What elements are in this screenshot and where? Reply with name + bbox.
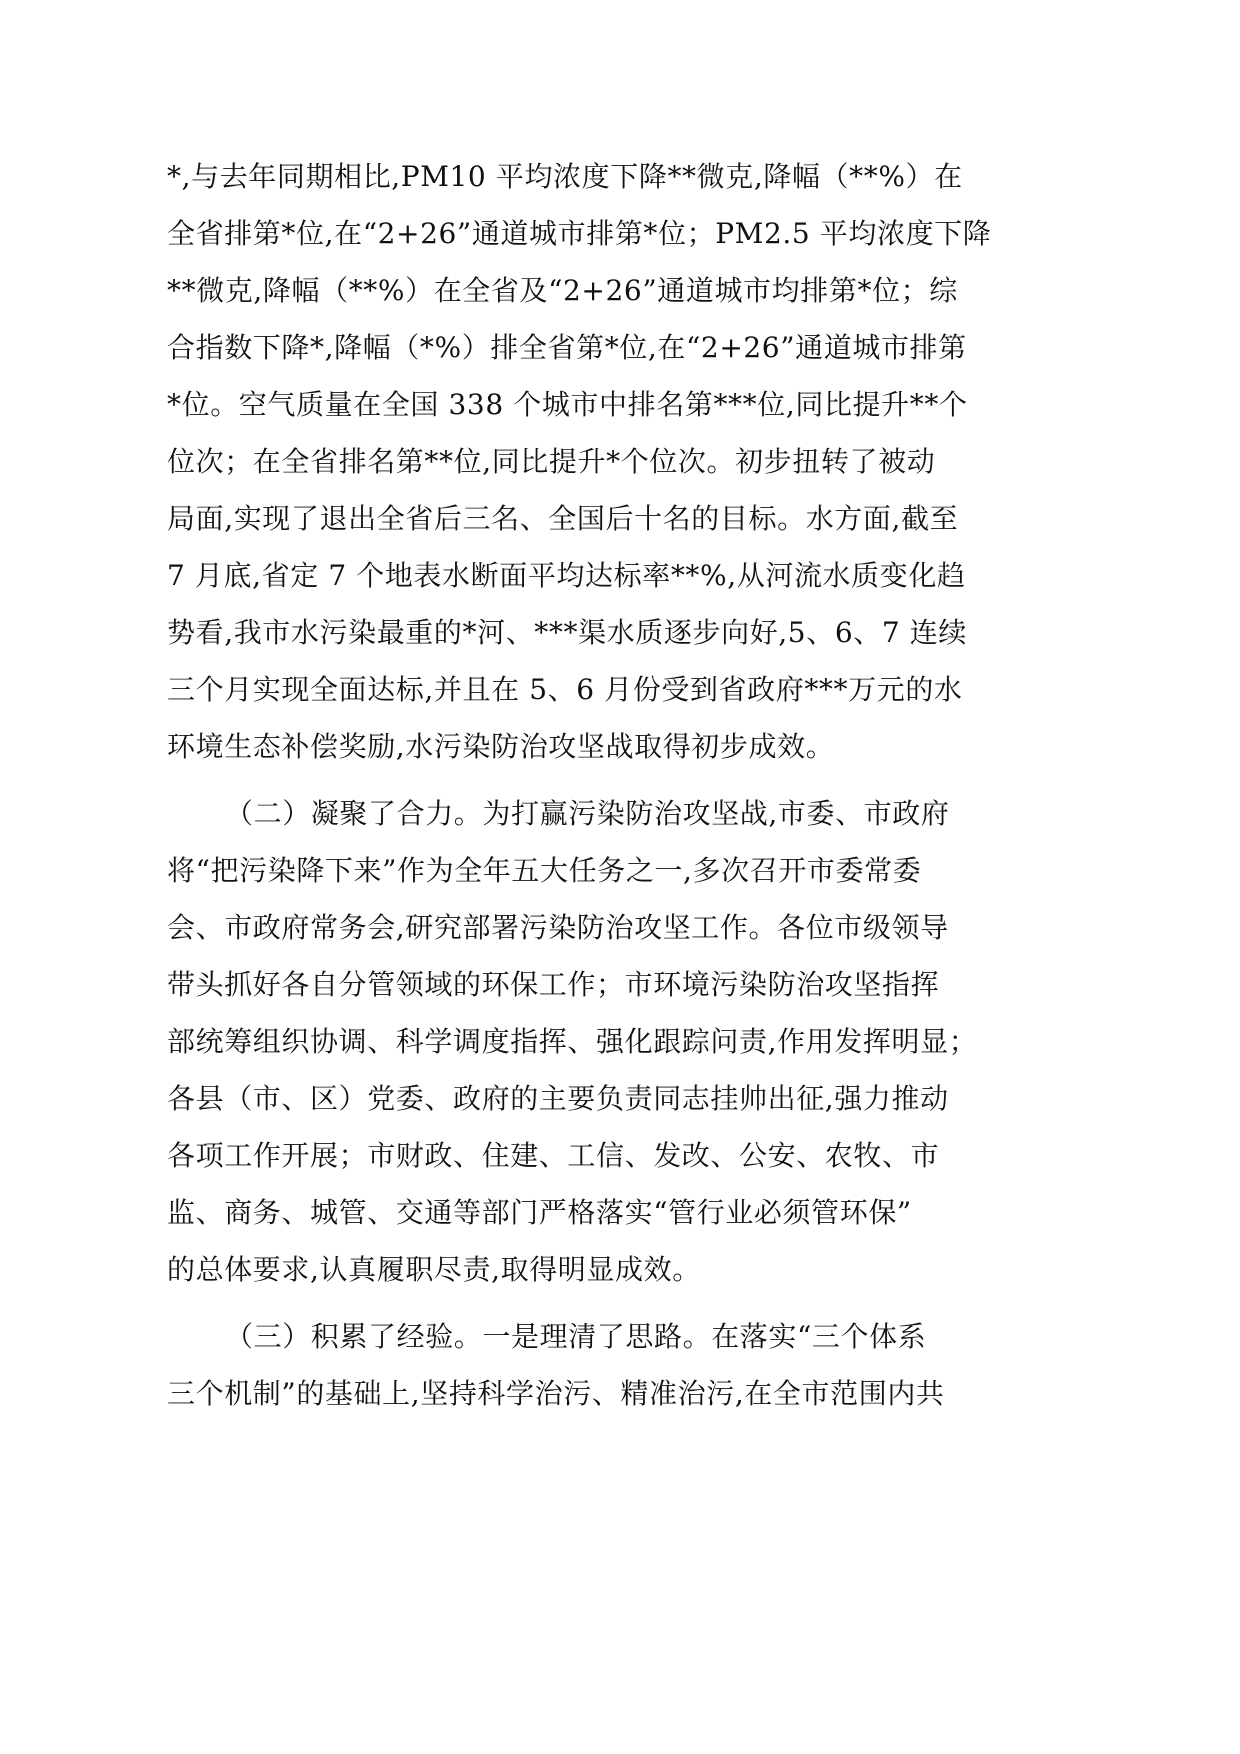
text-line-11: 环境生态补偿奖励,水污染防治攻坚战取得初步成效。 bbox=[167, 730, 835, 763]
text-line-7: 局面,实现了退出全省后三名、全国后十名的目标。水方面,截至 bbox=[167, 502, 959, 535]
paragraph-3-first-line: （三）积累了经验。一是理清了思路。在落实“三个体系 bbox=[225, 1320, 927, 1353]
text-line-20: 的总体要求,认真履职尽责,取得明显成效。 bbox=[167, 1253, 701, 1286]
text-line-19: 监、商务、城管、交通等部门严格落实“管行业必须管环保” bbox=[167, 1196, 912, 1229]
text-line-6: 位次；在全省排名第**位,同比提升*个位次。初步扭转了被动 bbox=[167, 445, 936, 478]
text-line-5: *位。空气质量在全国 338 个城市中排名第***位,同比提升**个 bbox=[167, 388, 968, 421]
text-line-4: 合指数下降*,降幅（*%）排全省第*位,在“2+26”通道城市排第 bbox=[167, 331, 967, 364]
text-line-2: 全省排第*位,在“2+26”通道城市排第*位；PM2.5 平均浓度下降 bbox=[167, 217, 992, 250]
text-line-9: 势看,我市水污染最重的*河、***渠水质逐步向好,5、6、7 连续 bbox=[167, 616, 967, 649]
paragraph-2-first-line: （二）凝聚了合力。为打赢污染防治攻坚战,市委、市政府 bbox=[225, 797, 950, 830]
text-line-22: 三个机制”的基础上,坚持科学治污、精准治污,在全市范围内共 bbox=[167, 1377, 945, 1410]
text-line-15: 带头抓好各自分管领域的环保工作；市环境污染防治攻坚指挥 bbox=[167, 968, 940, 1001]
text-line-1: *,与去年同期相比,PM10 平均浓度下降**微克,降幅（**%）在 bbox=[167, 160, 963, 193]
text-line-8: 7 月底,省定 7 个地表水断面平均达标率**%,从河流水质变化趋 bbox=[167, 559, 966, 592]
text-line-18: 各项工作开展；市财政、住建、工信、发改、公安、农牧、市 bbox=[167, 1139, 940, 1172]
text-line-17: 各县（市、区）党委、政府的主要负责同志挂帅出征,强力推动 bbox=[167, 1082, 949, 1115]
text-line-10: 三个月实现全面达标,并且在 5、6 月份受到省政府***万元的水 bbox=[167, 673, 963, 706]
text-line-3: **微克,降幅（**%）在全省及“2+26”通道城市均排第*位；综 bbox=[167, 274, 958, 307]
text-line-13: 将“把污染降下来”作为全年五大任务之一,多次召开市委常委 bbox=[167, 854, 922, 887]
text-line-14: 会、市政府常务会,研究部署污染防治攻坚工作。各位市级领导 bbox=[167, 911, 949, 944]
text-line-16: 部统筹组织协调、科学调度指挥、强化跟踪问责,作用发挥明显； bbox=[167, 1025, 978, 1058]
